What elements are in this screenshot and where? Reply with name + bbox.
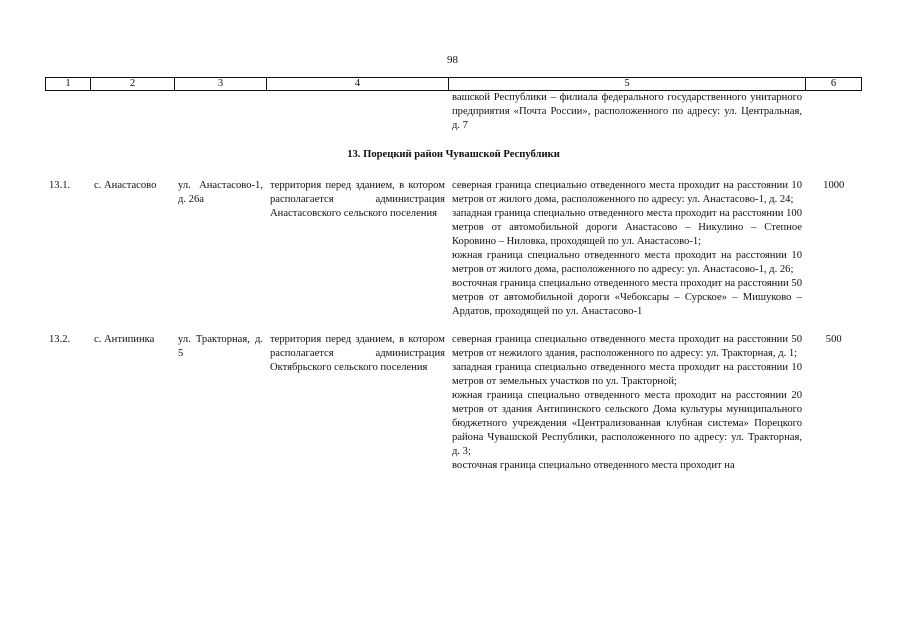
column-number: 6 [806, 78, 862, 91]
border-east: восточная граница специально отведенного места проходит на [452, 460, 735, 471]
address-cell: ул. Анастасово-1, д. 26а [178, 180, 263, 205]
area-cell: 500 [825, 334, 842, 345]
territory-cell: территория перед зданием, в котором располагается администрация Анастасовского сельского поселения [270, 180, 445, 219]
continuation-row [46, 91, 862, 134]
border-north: северная граница специально отведенного места проходит на расстоянии 50 метров от нежилого здания, расположенного по адресу: ул. Тракторная, д. 1; [452, 334, 802, 359]
column-number: 3 [175, 78, 267, 91]
border-south: южная граница специально отведенного места проходит на расстоянии 20 метров от здания Антипинского сельского Дома культуры муниципального бюджетного учреждения «Централизованная клубная система» Порецкого района Чувашской Республики, расположенного по адресу: ул. Тракторная, д. 3; [452, 390, 802, 457]
column-number: 1 [46, 78, 91, 91]
page-number: 98 [447, 54, 458, 66]
document-table [45, 77, 862, 487]
table-row [46, 333, 862, 487]
territory-cell: территория перед зданием, в котором располагается администрация Октябрьского сельского поселения [270, 334, 445, 373]
border-west: западная граница специально отведенного места проходит на расстоянии 100 метров от автомобильной дороги Анастасово – Никулино – Степное Коровино – Ниловка, проходящей по ул. Анастасово-1; [452, 208, 802, 247]
column-number: 2 [91, 78, 175, 91]
border-east: восточная граница специально отведенного места проходит на расстоянии 50 метров от автомобильной дороги «Чебоксары – Сурское» – Мишуково – Ардатов, проходящей по ул. Анастасово-1 [452, 278, 802, 317]
table-row [46, 179, 862, 333]
column-number: 4 [267, 78, 449, 91]
borders-cell [449, 333, 806, 487]
column-number-header-row [46, 78, 862, 91]
address-cell: ул. Тракторная, д. 5 [178, 334, 263, 359]
row-number: 13.2. [49, 334, 71, 345]
section-title-row [46, 133, 862, 179]
borders-cell [449, 179, 806, 333]
locality-cell: с. Анастасово [94, 180, 157, 191]
area-cell: 1000 [823, 180, 845, 191]
column-number: 5 [449, 78, 806, 91]
border-north: северная граница специально отведенного места проходит на расстоянии 10 метров от жилого дома, расположенного по адресу: ул. Анастасово-1, д. 24; [452, 180, 802, 205]
continued-border-text: вашской Республики – филиала федерального государственного унитарного предприятия «Почта России», расположенного по адресу: ул. Центральная, д. 7 [452, 92, 802, 131]
row-number: 13.1. [49, 180, 71, 191]
locality-cell: с. Антипинка [94, 334, 155, 345]
border-west: западная граница специально отведенного места проходит на расстоянии 10 метров от земельных участков по ул. Тракторной; [452, 362, 802, 387]
section-title: 13. Порецкий район Чувашской Республики [347, 149, 560, 160]
border-south: южная граница специально отведенного места проходит на расстоянии 10 метров от жилого дома, расположенного по адресу: ул. Анастасово-1, д. 26; [452, 250, 802, 275]
